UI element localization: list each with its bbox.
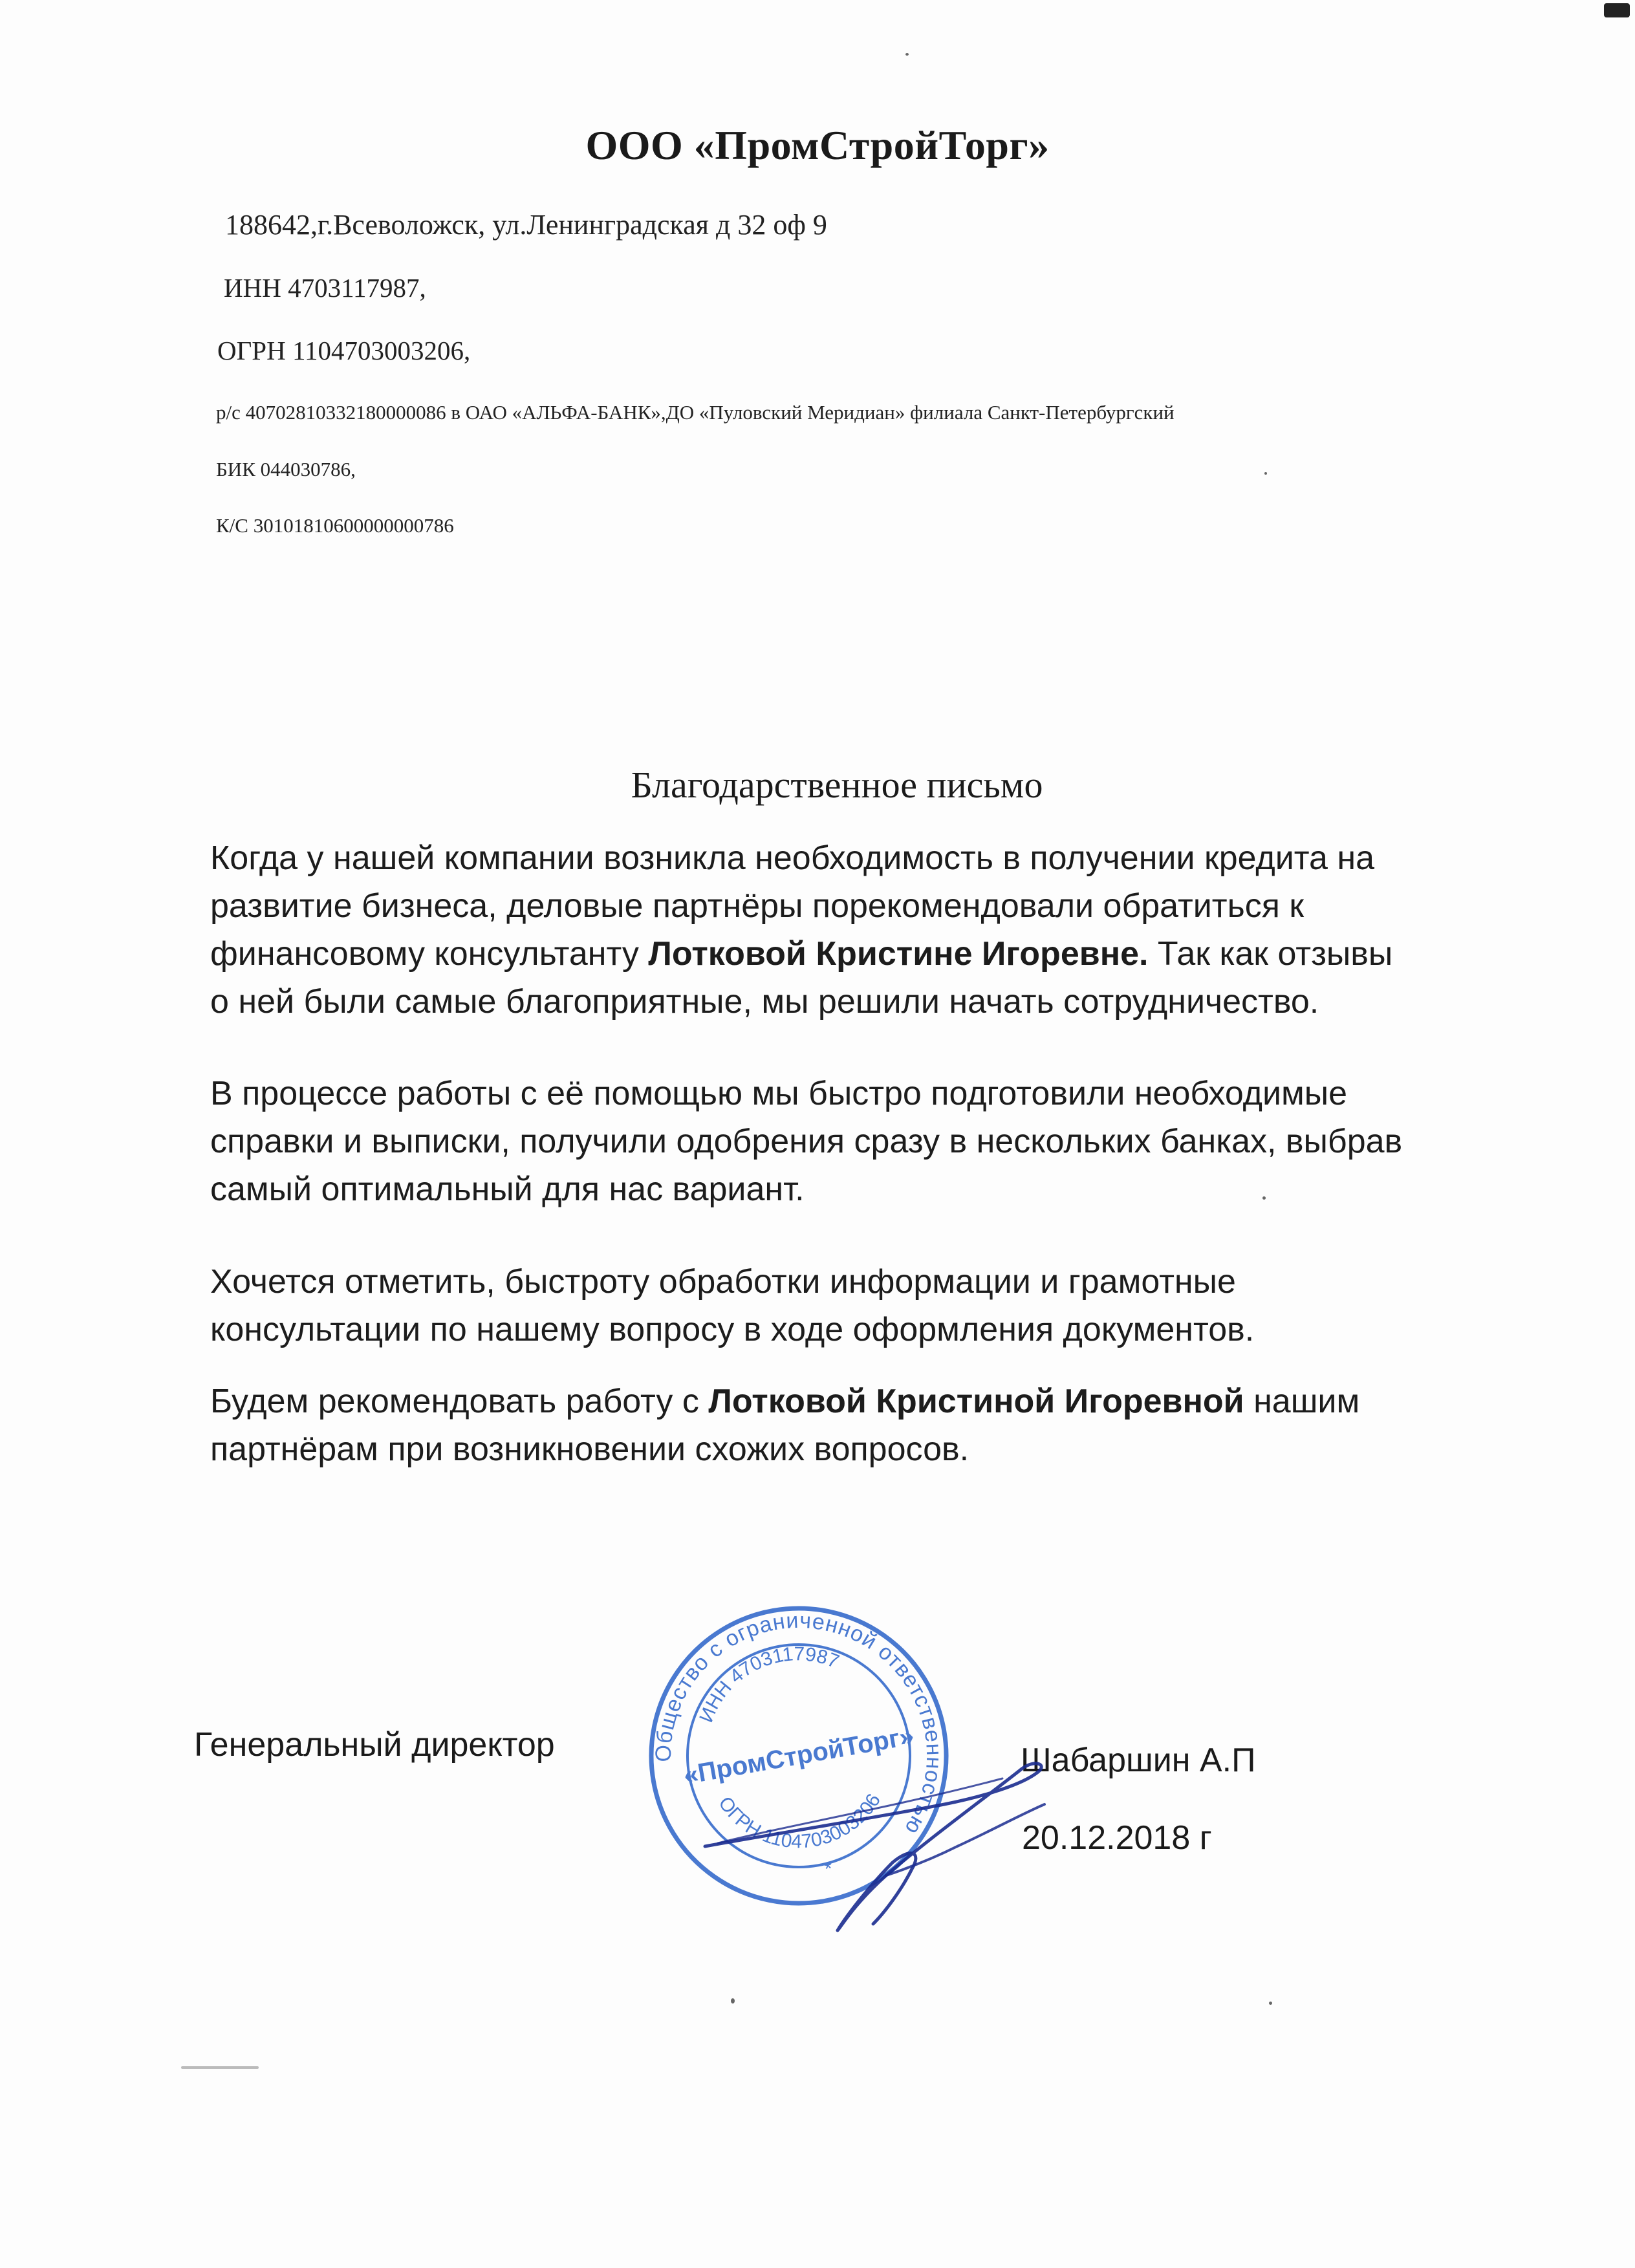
letter-paragraph-3 xyxy=(210,1258,1478,1354)
consultant-name: Лотковой Кристине Игоревне. xyxy=(648,935,1149,973)
company-ogrn: ОГРН 1104703003206, xyxy=(217,336,471,365)
stamp-inn-text: ИНН 4703117987 xyxy=(695,1643,842,1726)
paragraph-line: партнёрам при возникновении схожих вопросов. xyxy=(210,1431,969,1468)
company-address: 188642,г.Всеволожск, ул.Ленинградская д 32 оф 9 xyxy=(225,209,827,241)
paragraph-line: самый оптимальный для нас вариант. xyxy=(210,1171,805,1208)
company-inn: ИНН 4703117987, xyxy=(224,273,426,303)
scan-speck xyxy=(1262,1196,1266,1200)
paragraph-line: В процессе работы с её помощью мы быстро подготовили необходимые xyxy=(210,1075,1348,1112)
paragraph-line: Когда у нашей компании возникла необходимость в получении кредита на xyxy=(210,839,1375,877)
letter-paragraph-2 xyxy=(210,1070,1478,1213)
paragraph-line xyxy=(210,930,1478,978)
letter-paragraph-1 xyxy=(210,834,1478,1026)
signatory-role: Генеральный директор xyxy=(194,1726,555,1764)
paragraph-line: консультации по нашему вопросу в ходе оформления документов. xyxy=(210,1311,1255,1348)
stamp-center-text: «ПромСтройТорг» xyxy=(681,1722,916,1790)
stamp-ogrn-text: ОГРН 1104703003206 xyxy=(714,1789,885,1853)
company-correspondent-account: К/С 30101810600000000786 xyxy=(216,514,454,537)
scan-speck xyxy=(1269,2002,1272,2005)
paragraph-text: Так как отзывы xyxy=(1148,935,1393,973)
paragraph-text: Будем рекомендовать работу с xyxy=(210,1383,709,1420)
letter-date: 20.12.2018 г xyxy=(1022,1819,1212,1857)
letter-title: Благодарственное письмо xyxy=(631,764,1043,806)
paragraph-line xyxy=(210,1377,1478,1425)
company-bik: БИК 044030786, xyxy=(216,458,356,481)
consultant-name: Лотковой Кристиной Игоревной xyxy=(708,1383,1244,1420)
scan-mark xyxy=(1604,3,1630,17)
signatory-name: Шабаршин А.П xyxy=(1021,1742,1256,1779)
paragraph-text: финансовому консультанту xyxy=(210,935,649,973)
scan-mark xyxy=(181,2066,259,2069)
company-title: ООО «ПромСтройТорг» xyxy=(585,122,1050,168)
company-bank-account: р/с 40702810332180000086 в ОАО «АЛЬФА-БАНК»,ДО «Пуловский Меридиан» филиала Санкт-Петербургский xyxy=(216,401,1175,424)
paragraph-line: о ней были самые благоприятные, мы решили начать сотрудничество. xyxy=(210,983,1319,1021)
scan-speck xyxy=(731,1998,735,2003)
scan-speck xyxy=(905,53,909,56)
handwritten-signature xyxy=(698,1681,1061,1985)
stamp-outer-text: Общество с ограниченной ответственностью xyxy=(651,1608,947,1839)
paragraph-line: развитие бизнеса, деловые партнёры порекомендовали обратиться к xyxy=(210,887,1305,925)
paragraph-line: Хочется отметить, быстроту обработки информации и грамотные xyxy=(210,1263,1236,1301)
paragraph-line: справки и выписки, получили одобрения сразу в нескольких банках, выбрав xyxy=(210,1123,1403,1160)
stamp-star-icon: * xyxy=(823,1857,834,1881)
scan-speck xyxy=(1264,472,1267,475)
paragraph-text: нашим xyxy=(1244,1383,1360,1420)
letter-paragraph-4 xyxy=(210,1377,1478,1473)
